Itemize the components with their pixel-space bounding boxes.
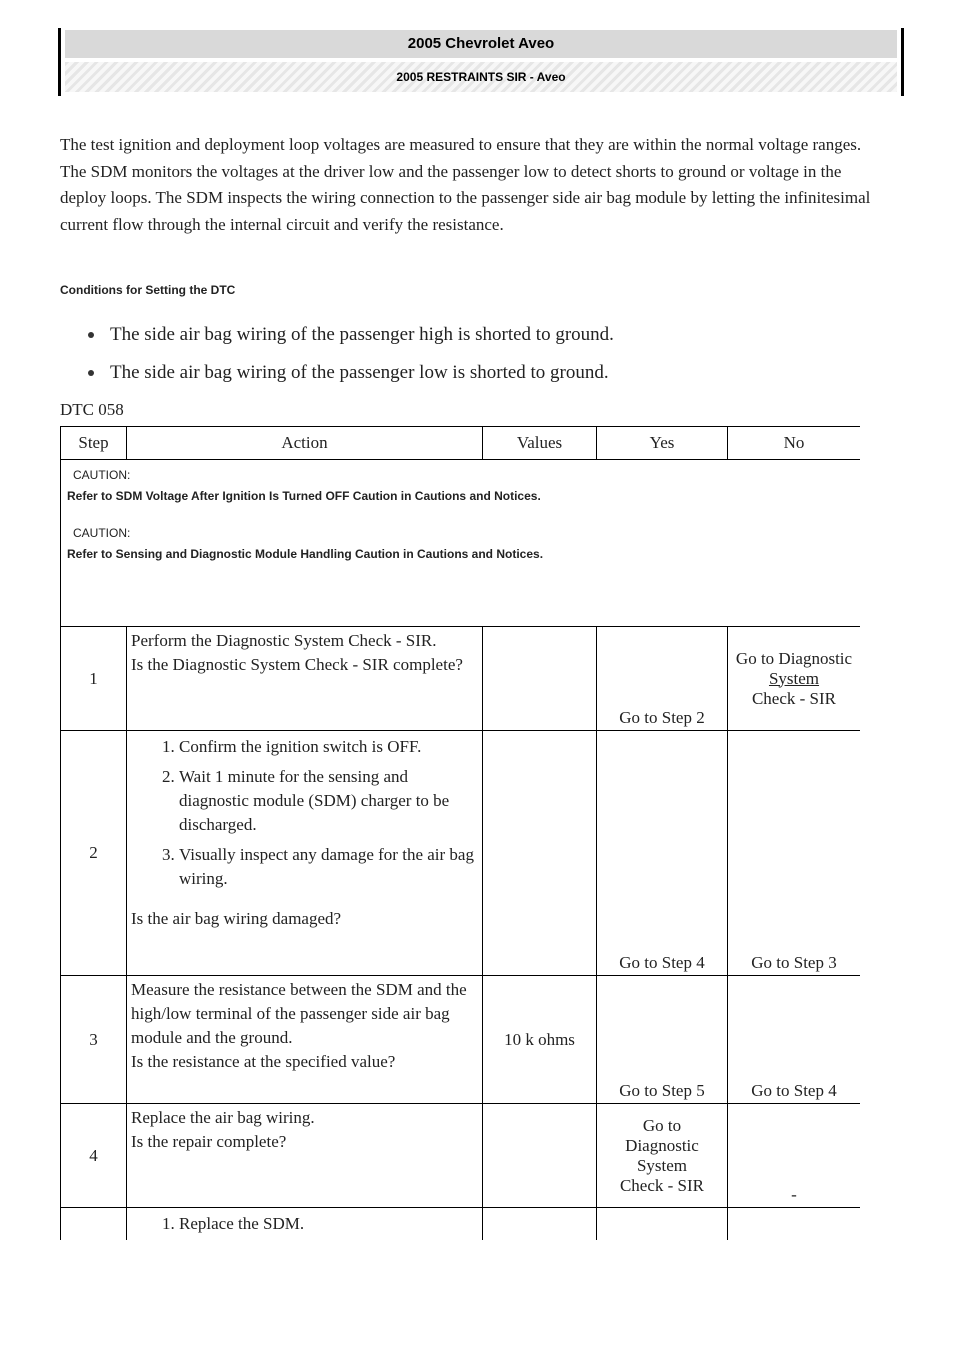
caution-cell: [61, 460, 861, 627]
action-cell: [127, 1104, 483, 1208]
yes-text: Check - SIR: [619, 1175, 705, 1195]
caution-title: CAUTION:: [73, 526, 131, 540]
action-cell: [127, 731, 483, 976]
table-row: [61, 627, 861, 731]
caution-block: [67, 526, 854, 562]
action-text: Replace the air bag wiring.: [131, 1108, 315, 1127]
col-header-no: No: [728, 427, 861, 460]
no-cell: [728, 627, 861, 731]
no-cell: Go to Step 3: [728, 731, 861, 976]
action-question: Is the Diagnostic System Check - SIR complete?: [131, 655, 463, 674]
table-row: [61, 731, 861, 976]
action-text: Measure the resistance between the SDM and the high/low terminal of the passenger side air bag module and the ground.: [131, 980, 467, 1047]
action-step: 1. Replace the SDM.: [179, 1212, 478, 1236]
diagnostic-table-container: [60, 426, 860, 1240]
action-text: Perform the Diagnostic System Check - SIR.: [131, 631, 437, 650]
action-step: 3. Visually inspect any damage for the air bag wiring.: [179, 843, 478, 891]
yes-cell: Go to Step 4: [597, 731, 728, 976]
values-cell: [483, 731, 597, 976]
caution-row: [61, 460, 861, 627]
no-text: Go to Diagnostic: [735, 648, 853, 668]
header-subtitle: 2005 RESTRAINTS SIR - Aveo: [65, 62, 897, 92]
condition-item: The side air bag wiring of the passenger high is shorted to ground.: [110, 316, 614, 354]
yes-text: Go to: [642, 1115, 682, 1135]
document-header: [58, 28, 904, 96]
yes-cell: Go to Step 5: [597, 976, 728, 1104]
caution-text: Refer to Sensing and Diagnostic Module Handling Caution in Cautions and Notices.: [67, 547, 544, 561]
col-header-values: Values: [483, 427, 597, 460]
yes-cell: [597, 1104, 728, 1208]
action-cell: [127, 976, 483, 1104]
no-text: Check - SIR: [751, 688, 837, 708]
no-cell: Go to Step 4: [728, 976, 861, 1104]
caution-text: Refer to SDM Voltage After Ignition Is Turned OFF Caution in Cautions and Notices.: [67, 489, 541, 503]
action-question: Is the resistance at the specified value?: [131, 1052, 396, 1071]
table-header-row: [61, 427, 861, 460]
no-cell: -: [728, 1104, 861, 1208]
col-header-action: Action: [127, 427, 483, 460]
dtc-label: DTC 058: [60, 400, 124, 419]
action-steps-list: [131, 1212, 478, 1236]
values-cell: [483, 1208, 597, 1241]
caution-block: [67, 468, 854, 504]
intro-paragraph: The test ignition and deployment loop voltages are measured to ensure that they are within the normal voltage ranges. The SDM monitors the voltages at the driver low and the passenger low to detect shorts to ground or voltage in the deploy loops. The SDM inspects the wiring connection to the passenger side air bag module by letting the infinitesimal current flow through the internal circuit and verify the resistance.: [60, 135, 871, 234]
table-row: [61, 976, 861, 1104]
action-steps-list: [131, 735, 478, 891]
caution-title: CAUTION:: [73, 468, 131, 482]
step-number: 1: [61, 627, 127, 731]
values-cell: 10 k ohms: [483, 976, 597, 1104]
table-row: [61, 1208, 861, 1241]
step-number: [61, 1208, 127, 1241]
action-question: Is the air bag wiring damaged?: [131, 909, 342, 928]
yes-cell: [597, 1208, 728, 1241]
action-step: 2. Wait 1 minute for the sensing and diagnostic module (SDM) charger to be discharged.: [179, 765, 478, 837]
conditions-heading: Conditions for Setting the DTC: [60, 283, 236, 297]
col-header-step: Step: [61, 427, 127, 460]
yes-cell: Go to Step 2: [597, 627, 728, 731]
values-cell: [483, 1104, 597, 1208]
values-cell: [483, 627, 597, 731]
action-step: 1. Confirm the ignition switch is OFF.: [179, 735, 478, 759]
no-cell: [728, 1208, 861, 1241]
step-number: 3: [61, 976, 127, 1104]
diagnostic-system-link[interactable]: System: [768, 668, 820, 688]
conditions-list: [110, 316, 614, 392]
col-header-yes: Yes: [597, 427, 728, 460]
yes-text: Diagnostic System: [625, 1135, 699, 1175]
header-title: 2005 Chevrolet Aveo: [65, 30, 897, 58]
action-cell: [127, 627, 483, 731]
action-question: Is the repair complete?: [131, 1132, 287, 1151]
diagnostic-table: [60, 426, 860, 1240]
step-number: 4: [61, 1104, 127, 1208]
condition-item: The side air bag wiring of the passenger low is shorted to ground.: [110, 354, 614, 392]
action-cell: [127, 1208, 483, 1241]
table-row: [61, 1104, 861, 1208]
step-number: 2: [61, 731, 127, 976]
